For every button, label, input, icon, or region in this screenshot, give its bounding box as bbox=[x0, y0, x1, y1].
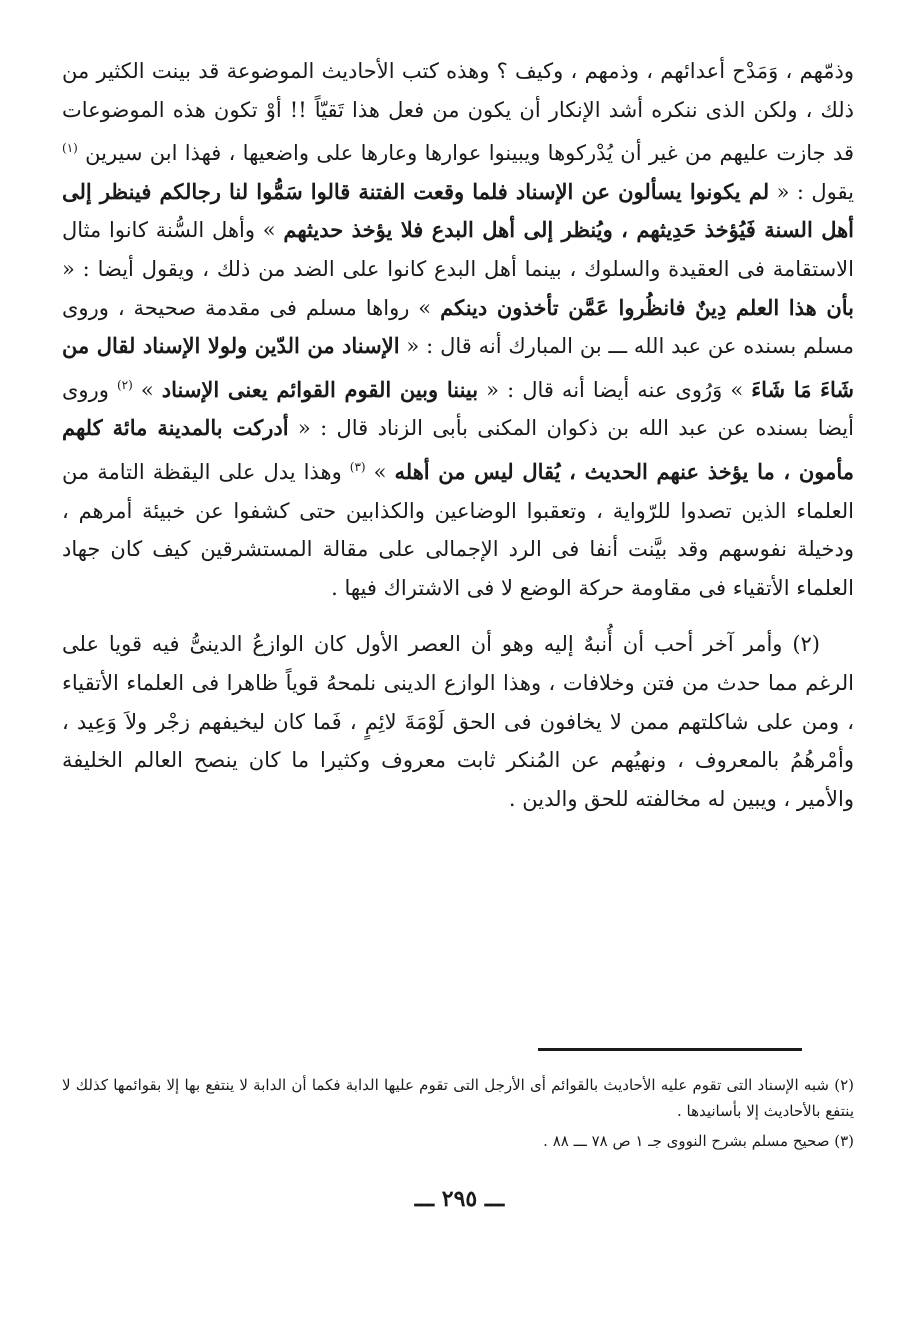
body-paragraph-1 bbox=[62, 52, 854, 607]
bold-quotation: لم يكونوا يسألون عن الإسناد فلما وقعت الفتنة قالوا سَمُّوا لنا رجالكم فينظر إلى أهل السنة فَيُؤخذ حَدِيثهم ، ويُنظر إلى أهل البدع فلا يؤخذ حديثهم bbox=[62, 178, 855, 243]
paragraph-text: » رواها مسلم فى مقدمة صحيحة ، وروى مسلم بسنده عن عبد الله ـــ بن المبارك أنه قال : « bbox=[62, 295, 854, 359]
paragraph-text: » bbox=[373, 459, 387, 484]
footnotes bbox=[62, 1072, 854, 1158]
paragraph-text: وهذا يدل على اليقظة التامة من العلماء الذين تصدوا للرّواية ، وتعقبوا الوضاعين والكذابين حتى كشفوا عن خبيئة أمرهم ، ودخيلة نفوسهم وقد بيَّنت أنفا فى الرد الإجمالى على مقالة المستشرقين كيف كان جهاد العلماء الأتقياء فى مقاومة حركة الوضع لا فى الاشتراك فيها . bbox=[62, 459, 854, 600]
paragraph-text: وذمّهم ، وَمَدْح أعدائهم ، وذمهم ، وكيف ؟ وهذه كتب الأحاديث الموضوعة قد بينت الكثير من ذلك ، ولكن الذى ننكره أشد الإنكار أن يكون من فعل هذا تَقيّاً !! أوْ تكون هذه الموضوعات قد جازت عليهم من غير أن يُدْركوها ويبينوا عوارها وعارها على واضعيها ، فهذا ابن سيرين bbox=[62, 59, 854, 166]
page bbox=[62, 52, 854, 1292]
footnote-3: (٣) صحيح مسلم بشرح النووى جـ ١ ص ٧٨ ـــ ٨٨ . bbox=[543, 1132, 854, 1150]
footnote-reference: (٢) bbox=[116, 377, 133, 392]
bold-quotation: الإسناد من الدّين ولولا الإسناد لقال من شَاءَ مَا شَاءَ bbox=[62, 333, 855, 402]
paragraph-text: يقول : « bbox=[776, 179, 855, 204]
footnote-2: (٢) شبه الإسناد التى تقوم عليه الأحاديث بالقوائم أى الأرجل التى تقوم عليها الدابة فكما أن الدابة لا ينتفع بها إلا بقوائمها كذلك لا ينتفع بالأحاديث إلا بأسانيدها . bbox=[62, 1076, 854, 1120]
paragraph-text: » وأهل السُّنة كانوا مثال الاستقامة فى العقيدة والسلوك ، بينما أهل البدع كانوا على الضد من ذلك ، ويقول أيضا : « bbox=[62, 218, 854, 281]
bold-quotation: بأن هذا العلم دِينٌ فانظُروا عَمَّن تأخذون دينكم bbox=[440, 294, 854, 320]
footnote-reference: (٣) bbox=[349, 459, 366, 474]
paragraph-text: » bbox=[140, 377, 154, 402]
footnote-reference: (١) bbox=[62, 141, 78, 156]
paragraph-text: وروى أيضا بسنده عن عبد الله بن ذكوان المكنى بأبى الزناد قال : « bbox=[62, 377, 854, 441]
page-number: ـــ ٢٩٥ ـــ bbox=[414, 1186, 505, 1212]
body-paragraph-2: (٢) وأمر آخر أحب أن أُنبهٌ إليه وهو أن العصر الأول كان الوازعُ الدينىُّ فيه قويا على الرغم مما حدث من فتن وخلافات ، وهذا الوازع الدينى نلمحهُ قوياً ظاهرا فى العلماء الأتقياء ، ومن على شاكلتهم ممن لا يخافون فى الحق لَوْمَةَ لائِمٍ ، فَما كان ليخيفهم زجْر ولاَ وَعِيد ، وأمْرهُمُ بالمعروف ، ونهيُهم عن المُنكر ثابت معروف وكثيرا ما كان ينصح العالم الخليفة والأمير ، ويبين له مخالفته للحق والدين . bbox=[62, 632, 854, 811]
footnote-divider bbox=[538, 1048, 802, 1051]
paragraph-text: » وَرُوى عنه أيضا أنه قال : « bbox=[486, 377, 744, 402]
bold-quotation: بيننا وبين القوم القوائم يعنى الإسناد bbox=[161, 376, 479, 402]
bold-quotation: أدركت بالمدينة مائة كلهم مأمون ، ما يؤخذ عنهم الحديث ، يُقال ليس من أهله bbox=[62, 415, 854, 484]
